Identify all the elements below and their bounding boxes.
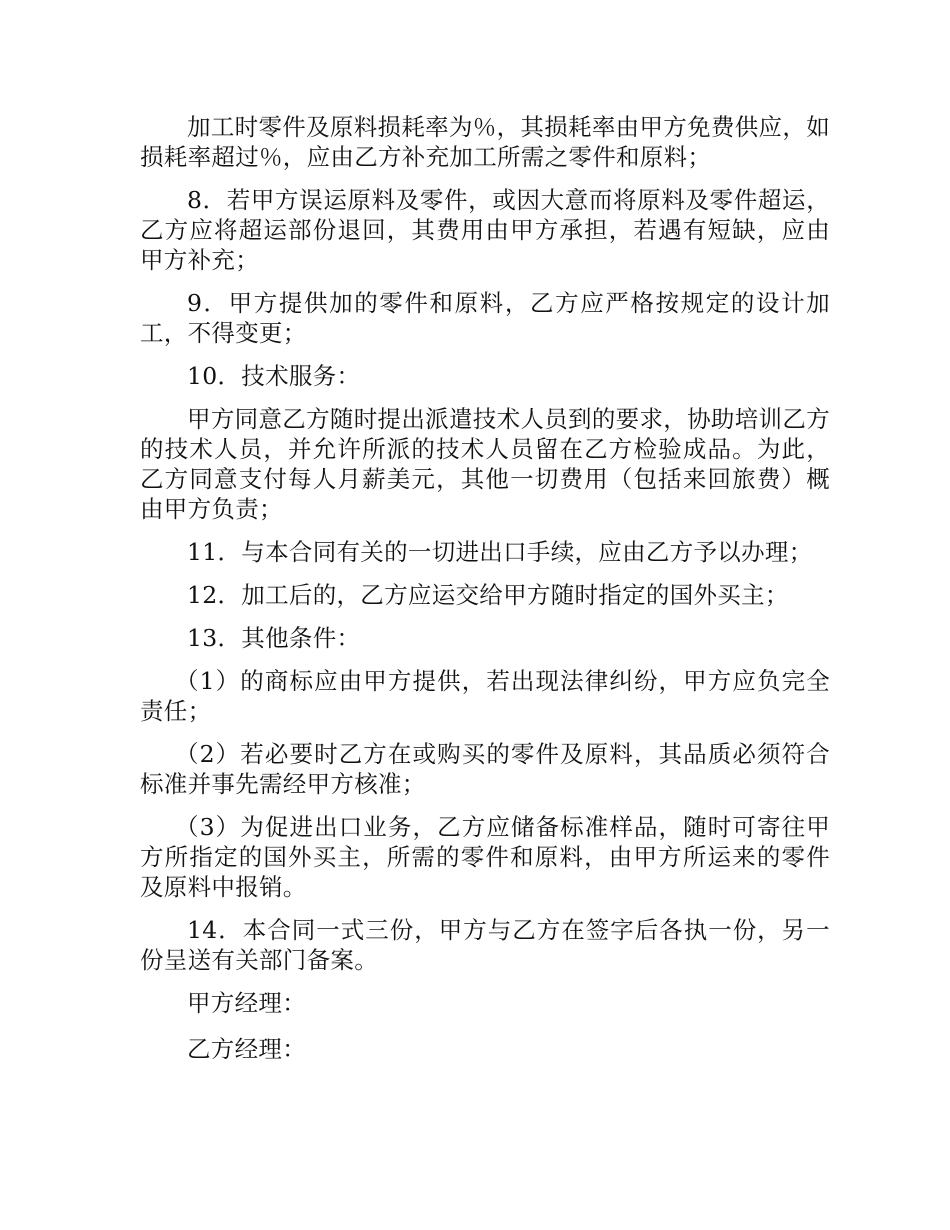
paragraph-clause-8: 8．若甲方误运原料及零件，或因大意而将原料及零件超运，乙方应将超运部份退回，其费用由甲方承担，若遇有短缺，应由甲方补充； (140, 186, 830, 274)
paragraph-clause-10-body: 甲方同意乙方随时提出派遣技术人员到的要求，协助培训乙方的技术人员，并允许所派的技术人员留在乙方检验成品。为此，乙方同意支付每人月薪美元，其他一切费用（包括来回旅费）概由甲方负责； (140, 405, 830, 523)
heading-clause-13: 13．其他条件： (187, 624, 361, 652)
paragraph-clause-9: 9．甲方提供加的零件和原料，乙方应严格按规定的设计加工，不得变更； (140, 289, 830, 347)
signature-party-a-manager: 甲方经理： (187, 989, 306, 1017)
paragraph-clause-13-1: （1）的商标应由甲方提供，若出现法律纠纷，甲方应负完全责任； (140, 667, 830, 725)
signature-party-b-manager: 乙方经理： (187, 1035, 306, 1063)
paragraph-clause-11: 11．与本合同有关的一切进出口手续，应由乙方予以办理； (187, 538, 813, 566)
paragraph-clause-13-3: （3）为促进出口业务，乙方应储备标准样品，随时可寄往甲方所指定的国外买主，所需的零件和原料，由甲方所运来的零件及原料中报销。 (140, 813, 830, 901)
paragraph-clause-12: 12．加工后的，乙方应运交给甲方随时指定的国外买主； (187, 581, 789, 609)
paragraph-loss-rate: 加工时零件及原料损耗率为％，其损耗率由甲方免费供应，如损耗率超过％，应由乙方补充加工所需之零件和原料； (140, 113, 830, 171)
heading-clause-10: 10．技术服务： (187, 362, 361, 390)
paragraph-clause-13-2: （2）若必要时乙方在或购买的零件及原料，其品质必须符合标准并事先需经甲方核准； (140, 740, 830, 798)
document-page (140, 112, 830, 1080)
paragraph-clause-14: 14．本合同一式三份，甲方与乙方在签字后各执一份，另一份呈送有关部门备案。 (140, 916, 830, 974)
